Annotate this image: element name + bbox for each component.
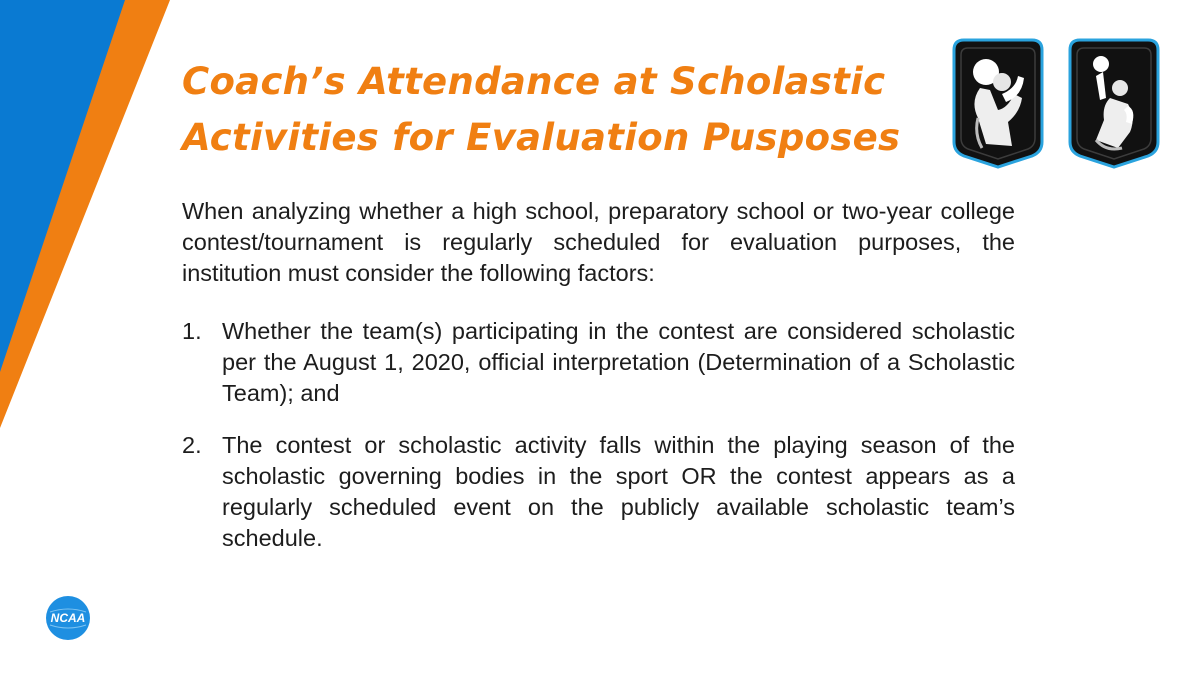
list-item xyxy=(182,430,1015,554)
sport-badges xyxy=(950,36,1162,170)
title-line-2: Activities for Evaluation Pusposes xyxy=(182,116,901,159)
ncaa-logo-text: NCAA xyxy=(50,611,86,625)
list-item-text: Whether the team(s) participating in the contest are considered scholastic per the August 1, 2020, official interpretation (Determination of a Scholastic Team); and xyxy=(222,318,1015,406)
intro-paragraph: When analyzing whether a high school, preparatory school or two-year college contest/tournament is regularly scheduled for evaluation purposes, the institution must consider the following factors: xyxy=(182,198,1015,286)
decorative-stripes xyxy=(0,0,170,675)
title-line-1: Coach’s Attendance at Scholastic xyxy=(182,60,886,103)
basketball-player-icon xyxy=(950,36,1046,170)
ncaa-logo-icon xyxy=(44,594,92,642)
list-item-number: 2. xyxy=(182,432,202,458)
list-item-number: 1. xyxy=(182,318,202,344)
list-item xyxy=(182,316,1015,409)
blue-stripe xyxy=(0,0,125,372)
list-item-text: The contest or scholastic activity falls within the playing season of the scholastic governing bodies in the sport OR the contest appears as a regularly scheduled event on the publicly available scholastic team’s schedule. xyxy=(222,432,1015,551)
page-title xyxy=(182,54,942,166)
basketball-shooter-icon xyxy=(1066,36,1162,170)
factors-list xyxy=(182,316,1015,575)
